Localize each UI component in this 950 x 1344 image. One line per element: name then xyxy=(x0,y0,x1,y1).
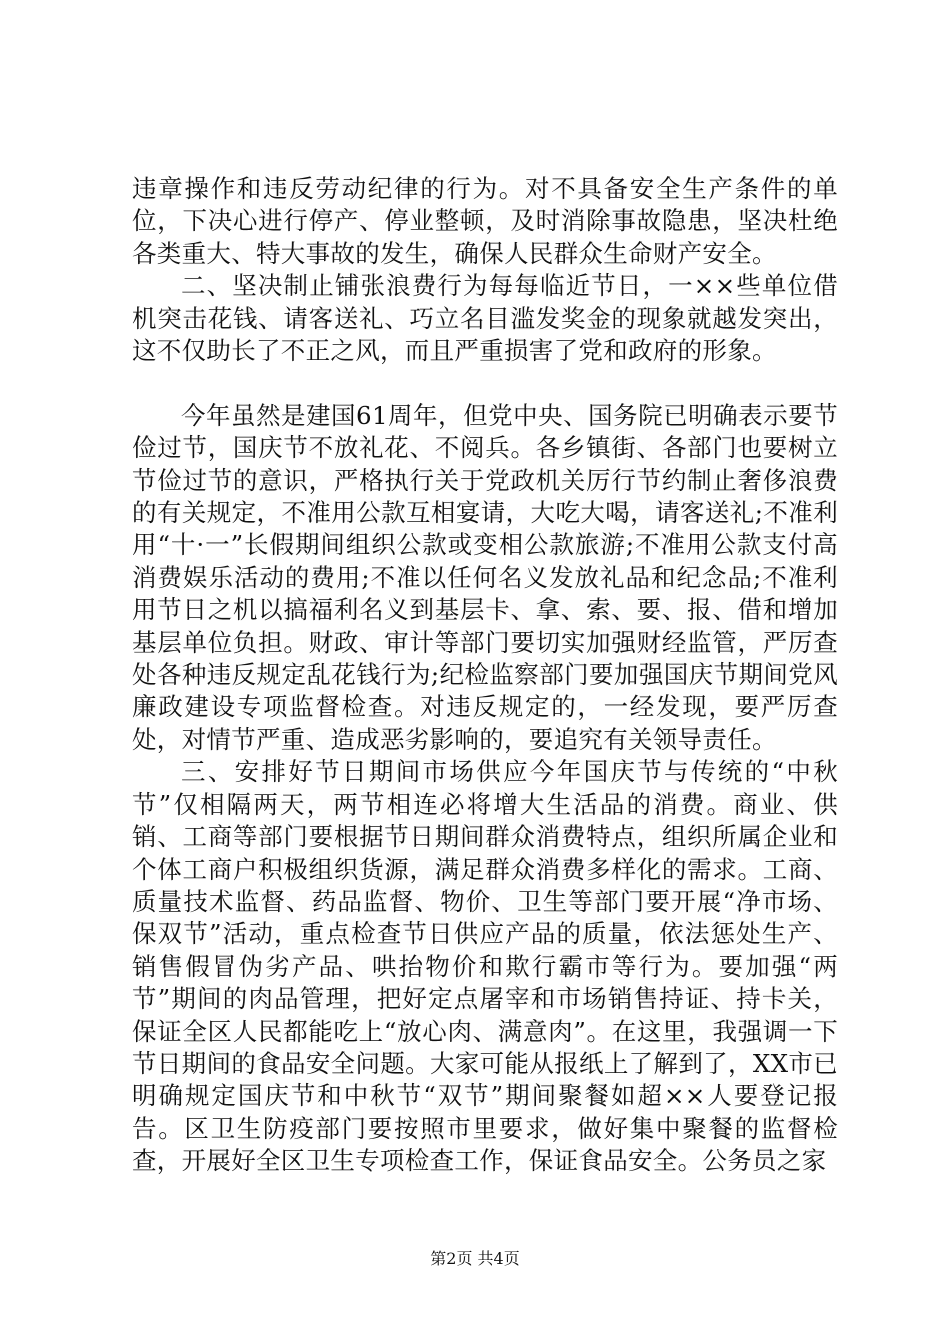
paragraph-spacer xyxy=(132,367,838,399)
document-body xyxy=(132,173,838,1178)
paragraph-section-two: 二、坚决制止铺张浪费行为每每临近节日，一××些单位借机突击花钱、请客送礼、巧立名目滥发奖金的现象就越发突出，这不仅助长了不正之风，而且严重损害了党和政府的形象。 xyxy=(132,271,838,366)
page-number-footer: 第2页 共4页 xyxy=(430,1249,520,1268)
paragraph-frugality: 今年虽然是建国61周年，但党中央、国务院已明确表示要节俭过节，国庆节不放礼花、不阅兵。各乡镇街、各部门也要树立节俭过节的意识，严格执行关于党政机关厉行节约制止奢侈浪费的有关规定，不准用公款互相宴请，大吃大喝，请客送礼;不准利用“十·一”长假期间组织公款或变相公款旅游;不准用公款支付高消费娱乐活动的费用;不准以任何名义发放礼品和纪念品;不准利用节日之机以搞福利名义到基层卡、拿、索、要、报、借和增加基层单位负担。财政、审计等部门要切实加强财经监管，严厉查处各种违反规定乱花钱行为;纪检监察部门要加强国庆节期间党风廉政建设专项监督检查。对违反规定的，一经发现，要严厉查处，对情节严重、造成恶劣影响的，要追究有关领导责任。 xyxy=(132,400,838,754)
paragraph-continuation: 违章操作和违反劳动纪律的行为。对不具备安全生产条件的单位，下决心进行停产、停业整顿，及时消除事故隐患，坚决杜绝各类重大、特大事故的发生，确保人民群众生命财产安全。 xyxy=(132,174,838,268)
paragraph-section-three: 三、安排好节日期间市场供应今年国庆节与传统的“中秋节”仅相隔两天，两节相连必将增大生活品的消费。商业、供销、工商等部门要根据节日期间群众消费特点，组织所属企业和个体工商户积极组织货源，满足群众消费多样化的需求。工商、质量技术监督、药品监督、物价、卫生等部门要开展“净市场、保双节”活动，重点检查节日供应产品的质量，依法惩处生产、销售假冒伪劣产品、哄抬物价和欺行霸市等行为。要加强“两节”期间的肉品管理，把好定点屠宰和市场销售持证、持卡关，保证全区人民都能吃上“放心肉、满意肉”。在这里，我强调一下节日期间的食品安全问题。大家可能从报纸上了解到了，XX市已明确规定国庆节和中秋节“双节”期间聚餐如超××人要登记报告。区卫生防疫部门要按照市里要求，做好集中聚餐的监督检查，开展好全区卫生专项检查工作，保证食品安全。公务员之家 xyxy=(132,757,839,1176)
